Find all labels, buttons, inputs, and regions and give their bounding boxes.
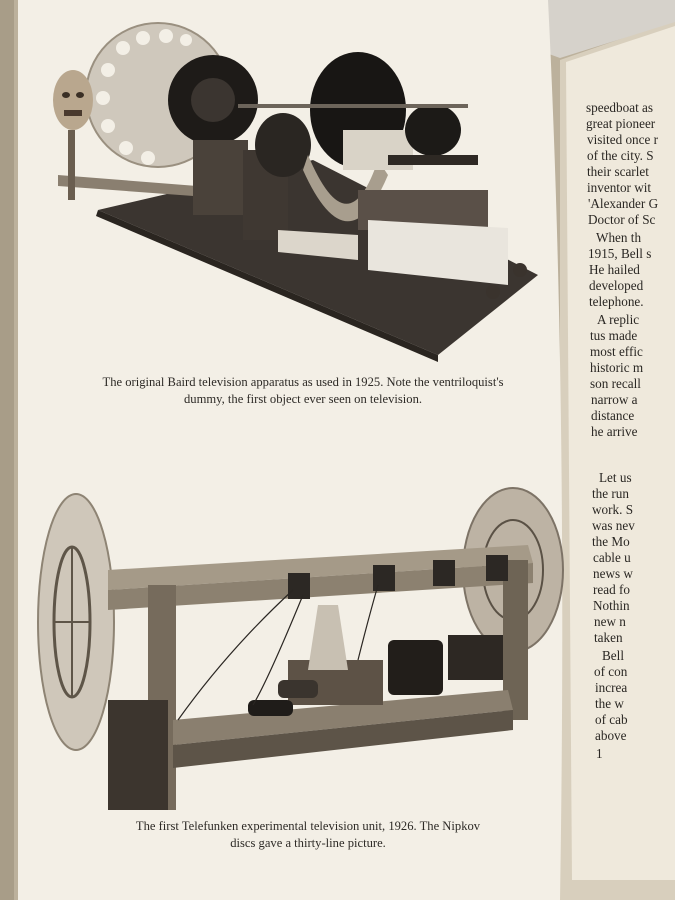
right-page-line: 1	[596, 746, 603, 761]
right-page-line: above	[595, 728, 627, 743]
right-page-line: read fo	[593, 582, 630, 597]
right-page-line: of cab	[595, 712, 628, 727]
right-page-line: he arrive	[591, 424, 638, 439]
right-page-line: the w	[595, 696, 624, 711]
caption-line: discs gave a thirty-line picture.	[230, 836, 386, 850]
right-page-line: visited once r	[587, 132, 659, 147]
right-page-line: most effic	[590, 344, 643, 359]
right-page-line: developed	[589, 278, 644, 293]
right-page-line: Bell	[602, 648, 624, 663]
left-page-paper	[8, 0, 580, 900]
right-page-line: increa	[595, 680, 628, 695]
right-page-line: new n	[594, 614, 626, 629]
right-page-line: news w	[593, 566, 633, 581]
right-page-line: taken	[594, 630, 623, 645]
right-page-line: narrow a	[591, 392, 638, 407]
right-page-line: tus made	[590, 328, 638, 343]
right-page-line: son recall	[590, 376, 641, 391]
right-page-line: 1915, Bell s	[588, 246, 652, 261]
figure-caption-baird	[48, 374, 558, 408]
right-page-line: distance	[591, 408, 635, 423]
caption-line: dummy, the first object ever seen on television.	[183, 392, 423, 406]
right-page-line: 'Alexander G	[588, 196, 659, 211]
left-page	[8, 0, 580, 900]
right-page-line: of the city. S	[587, 148, 654, 163]
caption-line: The first Telefunken experimental television unit, 1926. The Nipkov	[135, 819, 481, 833]
right-page-line: Let us	[599, 470, 632, 485]
right-page-line: the Mo	[592, 534, 630, 549]
right-page-line: He hailed	[589, 262, 640, 277]
right-page-line: of con	[594, 664, 628, 679]
right-page-line: telephone.	[589, 294, 644, 309]
right-page-line: A replic	[597, 312, 640, 327]
right-page-text	[568, 70, 675, 870]
right-page-line: work. S	[592, 502, 634, 517]
right-page-line: Nothin	[593, 598, 630, 613]
caption-line: The original Baird television apparatus as used in 1925. Note the ventriloquist's	[102, 375, 504, 389]
right-page-line: historic m	[590, 360, 644, 375]
right-page-line: was nev	[592, 518, 635, 533]
figure-caption-telefunken	[83, 818, 533, 852]
right-page-line: When th	[596, 230, 642, 245]
right-page-line: great pioneer	[586, 116, 656, 131]
right-page-line: cable u	[593, 550, 631, 565]
right-page-line: their scarlet	[587, 164, 649, 179]
right-page-line: speedboat as	[586, 100, 654, 115]
right-page-line: inventor wit	[587, 180, 652, 195]
right-page-line: Doctor of Sc	[588, 212, 656, 227]
right-page-line: the run	[592, 486, 629, 501]
